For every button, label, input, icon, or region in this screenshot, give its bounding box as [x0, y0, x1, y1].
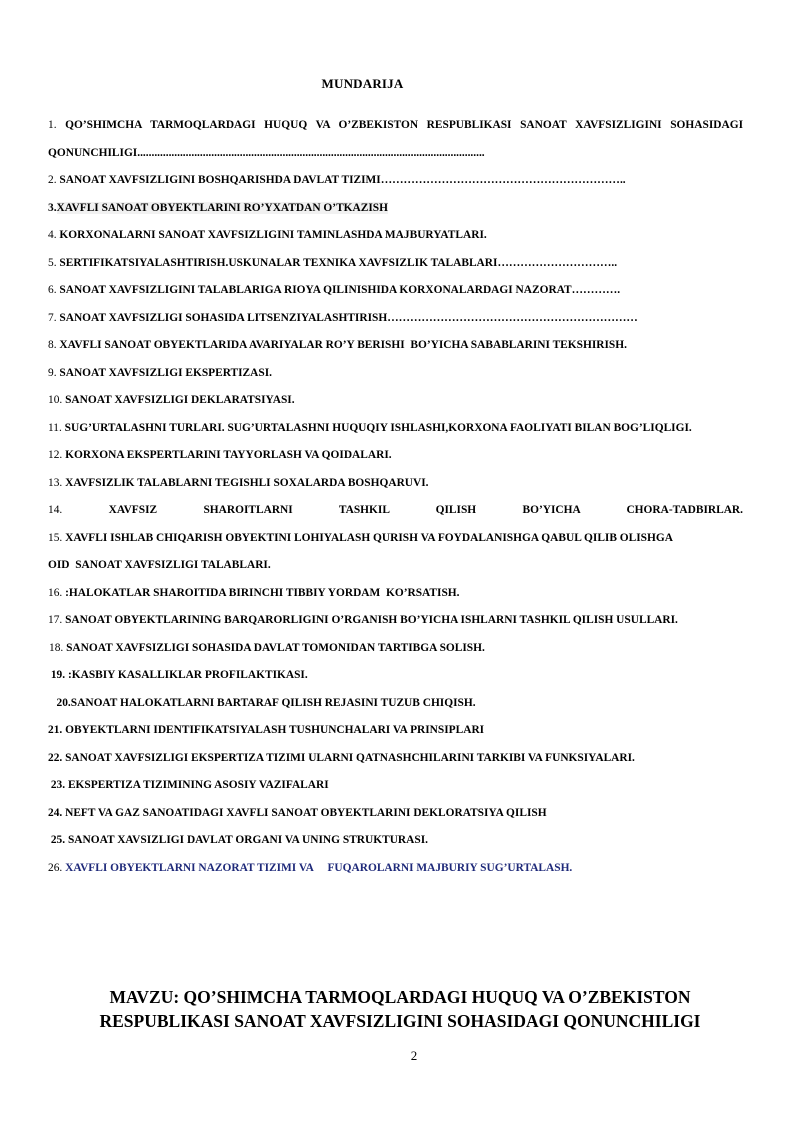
toc-entry	[48, 201, 743, 215]
toc-entry-text: EKSPERTIZA TIZIMINING ASOSIY VAZIFALARI	[67, 779, 329, 791]
toc-entry-text: :HALOKATLAR SHAROITIDA BIRINCHI TIBBIY YORDAM KO’RSATISH.	[65, 586, 460, 599]
toc-entry	[48, 613, 743, 627]
toc-entry-number: 6.	[48, 284, 60, 296]
toc-entry-text: KORXONALARNI SANOAT XAVFSIZLIGINI TAMINLASHDA MAJBURYATLARI.	[59, 229, 487, 241]
toc-entry	[48, 338, 743, 352]
toc-entry-text: OBYEKTLARNI IDENTIFIKATSIYALASH TUSHUNCHALARI VA PRINSIPLARI	[65, 724, 485, 736]
toc-entry-text: SANOAT HALOKATLARNI BARTARAF QILISH REJASINI TUZUB CHIQISH.	[70, 696, 476, 709]
toc-entry-number: 7.	[48, 311, 60, 324]
toc-entry-text: SANOAT XAVFSIZLIGINI TALABLARIGA RIOYA QILINISHIDA KORXONALARDAGI NAZORAT………….	[59, 284, 621, 296]
toc-entry-number: 3.	[48, 201, 57, 214]
toc-entry-text: QO’SHIMCHA TARMOQLARDAGI HUQUQ VA O’ZBEKISTON RESPUBLIKASI SANOAT XAVFSIZLIGINI SOHASIDAGI	[65, 119, 743, 131]
toc-entry	[48, 861, 743, 875]
toc-entry	[48, 118, 743, 132]
toc-entry	[49, 641, 744, 655]
toc-entry-text: KORXONA EKSPERTLARINI TAYYORLASH VA QOIDALARI.	[65, 449, 392, 461]
toc-entry-text: XAVFSIZ SHAROITLARNI TASHKIL QILISH BO’YICHA CHORA-TADBIRLAR.	[108, 504, 743, 516]
toc-entry	[48, 833, 743, 847]
toc-entry-text: XAVFLI SANOAT OBYEKTLARIDA AVARIYALAR RO’Y BERISHI BO’YICHA SABABLARINI TEKSHIRISH.	[59, 339, 627, 351]
toc-entry	[48, 421, 743, 435]
toc-entry-number: 1.	[48, 119, 66, 131]
toc-entry-text: SANOAT XAVFSIZLIGI SOHASIDA LITSENZIYALASHTIRISH…………………………………………………………	[59, 311, 638, 324]
toc-entry-number: 23.	[48, 779, 68, 791]
topic-heading-line-1: MAVZU: QO’SHIMCHA TARMOQLARDAGI HUQUQ VA O’ZBEKISTON	[109, 987, 691, 1007]
toc-entry-number: 19.	[48, 669, 68, 681]
toc-entry-number: 2.	[48, 174, 60, 186]
toc-entry-number: 14.	[48, 504, 109, 516]
toc-entry	[48, 586, 743, 600]
toc-entry-number: 15.	[48, 531, 66, 544]
toc-entry	[48, 668, 743, 682]
toc-entry	[48, 723, 743, 737]
toc-entry-text: OID SANOAT XAVFSIZLIGI TALABLARI.	[48, 559, 271, 571]
toc-entry-text: SANOAT XAVFSIZLIGI SOHASIDA DAVLAT TOMONIDAN TARTIBGA SOLISH.	[66, 641, 485, 654]
toc-entry-number: 25.	[48, 834, 68, 846]
toc-entry-text: XAVFLI ISHLAB CHIQARISH OBYEKTINI LOHIYALASH QURISH VA FOYDALANISHGA QABUL QILIB OLISHGA	[65, 531, 673, 544]
toc-entry	[48, 228, 743, 242]
toc-entry-text: SANOAT XAVSIZLIGI DAVLAT ORGANI VA UNING STRUKTURASI.	[67, 834, 428, 846]
toc-entry-text: XAVFSIZLIK TALABLARNI TEGISHLI SOXALARDA BOSHQARUVI.	[65, 476, 429, 489]
toc-entry-number: 16.	[48, 586, 66, 599]
topic-heading-line-2: RESPUBLIKASI SANOAT XAVFSIZLIGINI SOHASIDAGI QONUNCHILIGI	[99, 1011, 701, 1031]
toc-entry	[48, 476, 743, 490]
toc-entry-text: XAVFLI SANOAT OBYEKTLARINI RO’YXATDAN O’TKAZISH	[56, 201, 388, 214]
toc-entry-text: SANOAT XAVFSIZLIGI DEKLARATSIYASI.	[65, 394, 295, 406]
toc-entry-number: 11.	[48, 421, 65, 434]
toc-entry-number: 8.	[48, 339, 60, 351]
toc-entry	[48, 558, 743, 572]
toc-entry-text: SANOAT XAVFSIZLIGINI BOSHQARISHDA DAVLAT TIZIMI………………………………………………………..	[59, 174, 626, 186]
toc-entry	[48, 751, 743, 765]
toc-entry-number: 4.	[48, 229, 60, 241]
topic-heading	[0, 985, 800, 1033]
toc-entry	[48, 806, 743, 820]
toc-entry-text: NEFT VA GAZ SANOATIDAGI XAVFLI SANOAT OBYEKTLARINI DEKLORATSIYA QILISH	[65, 806, 547, 819]
toc-entry-number: 22.	[48, 751, 66, 764]
toc-entry-text: SUG’URTALASHNI TURLARI. SUG’URTALASHNI HUQUQIY ISHLASHI,KORXONA FAOLIYATI BILAN BOG’LIQLIGI.	[64, 421, 692, 434]
toc-entry	[48, 283, 743, 297]
toc-title: MUNDARIJA	[321, 76, 404, 91]
toc-entry-text: SANOAT OBYEKTLARINING BARQARORLIGINI O’RGANISH BO’YICHA ISHLARNI TASHKIL QILISH USULLARI.	[65, 614, 678, 626]
toc-entry-text: :KASBIY KASALLIKLAR PROFILAKTIKASI.	[67, 669, 308, 681]
toc-entry	[48, 311, 743, 325]
toc-entry-text: SANOAT XAVFSIZLIGI EKSPERTIZASI.	[59, 366, 273, 379]
toc-entry	[48, 503, 743, 517]
toc-entry-number: 13.	[48, 476, 66, 489]
toc-entry-number: 17.	[48, 614, 66, 626]
toc-entry	[48, 393, 743, 407]
toc-entry-number: 20.	[48, 696, 71, 709]
toc-entry-text: QONUNCHILIGI..........................................................................................................................	[48, 146, 485, 159]
toc-entry-number: 26.	[48, 861, 66, 874]
toc-entry	[48, 256, 743, 270]
page-number: 2	[410, 1048, 418, 1063]
toc-entry-number: 12.	[48, 449, 66, 461]
toc-entry-number: 9.	[48, 366, 60, 379]
toc-entry	[48, 146, 743, 160]
toc-entry	[48, 173, 743, 187]
toc-entry	[48, 366, 743, 380]
toc-entry-text: SANOAT XAVFSIZLIGI EKSPERTIZA TIZIMI ULARNI QATNASHCHILARINI TARKIBI VA FUNKSIYALARI.	[65, 751, 635, 764]
toc-entry-number: 24.	[48, 806, 66, 819]
toc-entry-text: XAVFLI OBYEKTLARNI NAZORAT TIZIMI VA FUQAROLARNI MAJBURIY SUG’URTALASH.	[65, 861, 573, 874]
toc-entry-number: 10.	[48, 394, 66, 406]
toc-entry	[48, 448, 743, 462]
toc-entry-number: 18.	[49, 641, 67, 654]
toc-entry-number: 5.	[48, 256, 60, 269]
toc-entry-text: SERTIFIKATSIYALASHTIRISH.USKUNALAR TEXNIKA XAVFSIZLIK TALABLARI…………………………..	[59, 256, 618, 269]
toc-entry	[48, 778, 743, 792]
toc-entry-number: 21.	[48, 724, 66, 736]
toc-entry	[48, 531, 743, 545]
toc-entry	[48, 696, 743, 710]
